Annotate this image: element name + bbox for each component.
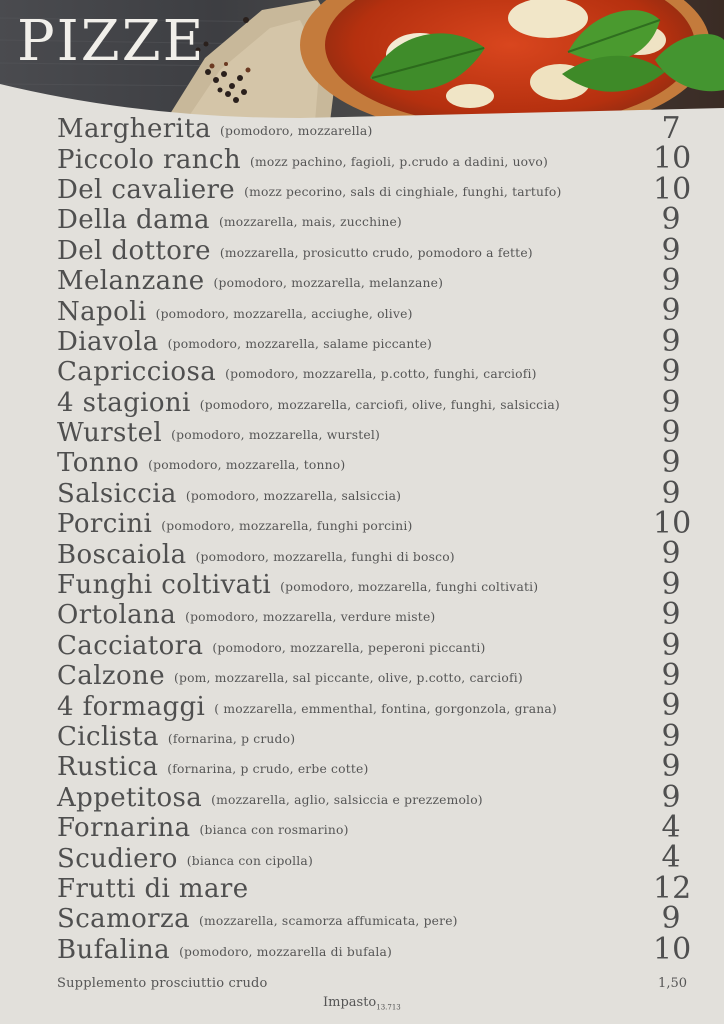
pizza-price: 9 bbox=[661, 414, 681, 450]
pizza-price: 10 bbox=[653, 141, 692, 177]
pizza-ingredients: (pomodoro, mozzarella, verdure miste) bbox=[185, 610, 436, 625]
pizza-ingredients: (pomodoro, mozzarella, salsiccia) bbox=[185, 488, 402, 503]
pizza-ingredients: ( mozzarella, emmenthal, fontina, gorgonzola, grana) bbox=[214, 701, 557, 716]
pizza-price: 4 bbox=[661, 809, 681, 845]
pizza-price: 9 bbox=[661, 718, 681, 754]
pizza-price: 9 bbox=[661, 323, 681, 359]
menu-item bbox=[57, 749, 689, 785]
pizza-price: 9 bbox=[661, 232, 681, 268]
pizza-price: 9 bbox=[661, 688, 681, 724]
pizza-name: Scudiero bbox=[57, 843, 178, 874]
pizza-name: Wurstel bbox=[57, 418, 163, 449]
menu-item bbox=[57, 506, 692, 542]
menu-item bbox=[57, 658, 689, 694]
pizza-ingredients: (mozzarella, mais, zucchine) bbox=[218, 215, 402, 230]
pizza-ingredients: (mozz pecorino, sals di cinghiale, funghi, tartufo) bbox=[244, 184, 562, 199]
pizza-name: Tonno bbox=[57, 448, 140, 479]
menu-item bbox=[57, 354, 689, 390]
pizza-price: 9 bbox=[661, 354, 681, 390]
pizza-ingredients: (mozzarella, aglio, salsiccia e prezzemolo) bbox=[211, 792, 483, 807]
pizza-price: 9 bbox=[661, 384, 681, 420]
pizza-price: 9 bbox=[661, 749, 681, 785]
pizza-price: 9 bbox=[661, 597, 681, 633]
pizza-ingredients: (pom, mozzarella, sal piccante, olive, p.cotto, carciofi) bbox=[174, 671, 523, 686]
menu-item bbox=[57, 688, 689, 724]
menu-item bbox=[57, 111, 689, 146]
pizza-name: 4 stagioni bbox=[57, 387, 191, 418]
pizza-price: 9 bbox=[661, 901, 681, 937]
pizza-price: 9 bbox=[661, 779, 681, 815]
pizza-ingredients: (bianca con cipolla) bbox=[186, 853, 313, 868]
pizza-name: Della dama bbox=[57, 205, 210, 236]
pizza-price: 9 bbox=[661, 536, 681, 572]
menu-item bbox=[57, 840, 689, 876]
pizza-ingredients: (pomodoro, mozzarella, carciofi, olive, funghi, salsiccia) bbox=[199, 397, 560, 412]
pizza-name: Scamorza bbox=[57, 904, 191, 935]
pizza-ingredients: (pomodoro, mozzarella) bbox=[220, 124, 373, 139]
pizza-price: 7 bbox=[661, 111, 681, 146]
menu-item bbox=[57, 718, 689, 754]
pizza-price: 9 bbox=[661, 293, 681, 329]
pizza-price: 9 bbox=[661, 202, 681, 238]
pizza-menu-list bbox=[57, 111, 692, 967]
pizza-ingredients: (pomodoro, mozzarella, p.cotto, funghi, carciofi) bbox=[225, 367, 537, 382]
menu-item bbox=[57, 475, 689, 511]
pizza-ingredients: (fornarina, p crudo) bbox=[167, 732, 296, 746]
menu-item bbox=[57, 414, 689, 450]
pizza-ingredients: (mozz pachino, fagioli, p.crudo a dadini, uovo) bbox=[250, 154, 549, 169]
pizza-ingredients: (pomodoro, mozzarella, melanzane) bbox=[213, 276, 444, 291]
pizza-ingredients: (mozzarella, prosicutto crudo, pomodoro a fette) bbox=[219, 245, 533, 260]
pizza-name: Calzone bbox=[57, 661, 165, 692]
pizza-price: 4 bbox=[661, 840, 681, 876]
menu-item bbox=[57, 779, 689, 815]
pizza-price: 9 bbox=[661, 627, 681, 663]
footer-text: Impasto bbox=[323, 995, 377, 1010]
footer-subscript: 13.713 bbox=[376, 1003, 401, 1012]
pizza-name: Fornarina bbox=[57, 813, 191, 844]
pizza-ingredients: (bianca con rosmarino) bbox=[199, 823, 349, 838]
pizza-name: Frutti di mare bbox=[57, 873, 249, 904]
pizza-price: 12 bbox=[653, 870, 692, 906]
pizza-name: Boscaiola bbox=[57, 539, 187, 570]
pizza-ingredients: (fornarina, p crudo, erbe cotte) bbox=[167, 762, 369, 777]
pizza-ingredients: (pomodoro, mozzarella, tonno) bbox=[148, 458, 346, 473]
menu-item bbox=[57, 809, 689, 845]
supplement-label: Supplemento prosciuttio crudo bbox=[57, 976, 268, 991]
menu-item bbox=[57, 931, 692, 967]
pizza-price: 10 bbox=[653, 506, 692, 542]
pizza-price: 10 bbox=[653, 931, 692, 967]
pizza-name: Porcini bbox=[57, 509, 153, 540]
menu-item bbox=[57, 141, 692, 177]
menu-item bbox=[57, 870, 692, 906]
pizza-ingredients: (pomodoro, mozzarella, funghi coltivati) bbox=[280, 580, 539, 595]
supplement-price: 1,50 bbox=[658, 976, 687, 991]
menu-item bbox=[57, 293, 689, 329]
menu-item bbox=[57, 202, 689, 238]
pizza-name: Napoli bbox=[57, 296, 147, 327]
supplement-row bbox=[57, 976, 689, 994]
pizza-ingredients: (pomodoro, mozzarella, funghi di bosco) bbox=[195, 549, 455, 564]
pizza-price: 9 bbox=[661, 566, 681, 602]
menu-item bbox=[57, 262, 689, 298]
menu-item bbox=[57, 566, 689, 602]
menu-item bbox=[57, 445, 689, 481]
menu-item bbox=[57, 536, 689, 572]
pizza-name: Ortolana bbox=[57, 600, 177, 631]
menu-item bbox=[57, 901, 689, 937]
menu-item bbox=[57, 323, 689, 359]
page-title: PIZZE bbox=[17, 9, 206, 74]
pizza-price: 9 bbox=[661, 475, 681, 511]
menu-item bbox=[57, 597, 689, 633]
pizza-name: Del cavaliere bbox=[57, 174, 236, 205]
pizza-name: Del dottore bbox=[57, 235, 211, 266]
pizza-ingredients: (pomodoro, mozzarella, peperoni piccanti) bbox=[212, 640, 486, 655]
header-banner bbox=[0, 0, 724, 122]
pizza-price: 9 bbox=[661, 445, 681, 481]
pizza-name: Funghi coltivati bbox=[57, 570, 272, 601]
pizza-name: Bufalina bbox=[57, 934, 171, 965]
menu-item bbox=[57, 384, 689, 420]
pizza-name: Margherita bbox=[57, 114, 212, 145]
pizza-name: Appetitosa bbox=[57, 782, 203, 813]
pizza-name: Rustica bbox=[57, 752, 159, 783]
pizza-ingredients: (pomodoro, mozzarella, acciughe, olive) bbox=[155, 306, 413, 321]
pizza-name: Capricciosa bbox=[57, 357, 217, 388]
pizza-name: Piccolo ranch bbox=[57, 144, 242, 175]
pizza-ingredients: (pomodoro, mozzarella, wurstel) bbox=[171, 428, 380, 443]
pizza-price: 9 bbox=[661, 658, 681, 694]
dough-footer bbox=[323, 995, 401, 1012]
pizza-ingredients: (pomodoro, mozzarella di bufala) bbox=[179, 944, 393, 959]
menu-item bbox=[57, 171, 692, 207]
menu-item bbox=[57, 232, 689, 268]
pizza-name: Melanzane bbox=[57, 266, 205, 297]
menu-item bbox=[57, 627, 689, 663]
pizza-ingredients: (pomodoro, mozzarella, funghi porcini) bbox=[161, 519, 413, 534]
pizza-name: Diavola bbox=[57, 326, 159, 357]
pizza-price: 9 bbox=[661, 262, 681, 298]
pizza-price: 10 bbox=[653, 171, 692, 207]
pizza-name: Ciclista bbox=[57, 722, 159, 752]
pizza-ingredients: (mozzarella, scamorza affumicata, pere) bbox=[199, 914, 458, 929]
pizza-ingredients: (pomodoro, mozzarella, salame piccante) bbox=[167, 336, 433, 351]
pizza-name: Cacciatora bbox=[57, 630, 204, 661]
pizza-name: 4 formaggi bbox=[57, 691, 206, 722]
pizza-name: Salsiccia bbox=[57, 478, 177, 509]
